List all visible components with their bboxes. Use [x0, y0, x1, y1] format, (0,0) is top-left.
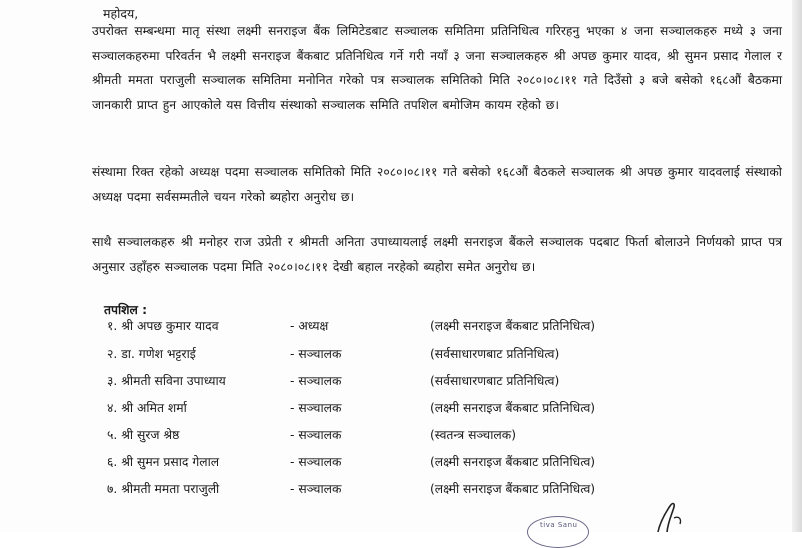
member-name: १. श्री अपछ कुमार यादव	[107, 319, 219, 333]
board-member-row	[0, 369, 802, 393]
member-representation: (लक्ष्मी सनराइज बैंकबाट प्रतिनिधित्व)	[430, 455, 596, 469]
member-representation: (स्वतन्त्र सञ्चालक)	[430, 428, 516, 442]
member-name: ५. श्री सुरज श्रेष्ठ	[107, 428, 180, 442]
member-name: ३. श्रीमती सविना उपाध्याय	[107, 374, 226, 388]
paragraph-director-recall: साथै सञ्चालकहरु श्री मनोहर राज उप्रेती र श्रीमती अनिता उपाध्यायलाई लक्ष्मी सनराइज बैंकले सञ्चालक पदबाट फिर्ता बोलाउने निर्णयको प्राप्त पत्र अनुसार उहाँहरु सञ्चालक पदमा मिति २०८०।०८।११ देखी बहाल नरहेको ब्यहोरा समेत अनुरोध छ।	[92, 235, 782, 274]
board-member-row	[0, 423, 802, 447]
board-member-row	[0, 342, 802, 366]
member-name: २. डा. गणेश भट्टराई	[107, 347, 196, 361]
member-name: ६. श्री सुमन प्रसाद गेलाल	[107, 455, 220, 469]
member-role: - सञ्चालक	[290, 455, 342, 469]
paragraph-chairman-election: संस्थामा रिक्त रहेको अध्यक्ष पदमा सञ्चालक समितिको मिति २०८०।०८।११ गते बसेको १६८औं बैठकले सञ्चालक श्री अपछ कुमार यादवलाई संस्थाको अध्यक्ष पदमा सर्वसम्मतीले चयन गरेको ब्यहोरा अनुरोध छ।	[92, 165, 782, 204]
board-member-row	[0, 396, 802, 420]
member-representation: (सर्वसाधारणबाट प्रतिनिधित्व)	[430, 374, 560, 388]
member-representation: (लक्ष्मी सनराइज बैंकबाट प्रतिनिधित्व)	[430, 482, 596, 496]
member-name: ४. श्री अमित शर्मा	[107, 401, 187, 415]
seal-text: tiva Sanu	[540, 521, 578, 529]
board-member-row	[0, 314, 802, 338]
member-representation: (लक्ष्मी सनराइज बैंकबाट प्रतिनिधित्व)	[430, 319, 596, 333]
member-role: - सञ्चालक	[290, 401, 342, 415]
paragraph-board-change: उपरोक्त सम्बन्धमा मातृ संस्था लक्ष्मी सनराइज बैंक लिमिटेडबाट सञ्चालक समितिमा प्रतिनिधित्व गरिरहनु भएका ४ जना सञ्चालकहरु मध्ये ३ जना सञ्चालकहरुमा परिवर्तन भै लक्ष्मी सनराइज बैंकबाट प्रतिनिधित्व गर्ने गरी नयाँ ३ जना सञ्चालकहरु श्री अपछ कुमार यादव, श्री सुमन प्रसाद गेलाल र श्रीमती ममता पराजुली सञ्चालक समितिमा मनोनित गरेको पत्र सञ्चालक समितिको मिति २०८०।०८।११ गते दिउँसो ३ बजे बसेको १६८औं बैठकमा जानकारी प्राप्त हुन आएकोले यस वित्तीय संस्थाको सञ्चालक समिति तपशिल बमोजिम कायम रहेको छ।	[92, 24, 782, 112]
member-representation: (लक्ष्मी सनराइज बैंकबाट प्रतिनिधित्व)	[430, 401, 596, 415]
member-role: - सञ्चालक	[290, 374, 342, 388]
member-name: ७. श्रीमती ममता पराजुली	[107, 482, 220, 496]
member-role: - अध्यक्ष	[290, 319, 329, 333]
member-representation: (सर्वसाधारणबाट प्रतिनिधित्व)	[430, 347, 560, 361]
details-heading: तपशिल :	[104, 303, 148, 317]
member-role: - सञ्चालक	[290, 428, 342, 442]
signature-mark	[650, 498, 690, 532]
member-role: - सञ्चालक	[290, 347, 342, 361]
member-role: - सञ्चालक	[290, 482, 342, 496]
salutation: महोदय,	[103, 6, 139, 21]
board-member-row	[0, 450, 802, 474]
